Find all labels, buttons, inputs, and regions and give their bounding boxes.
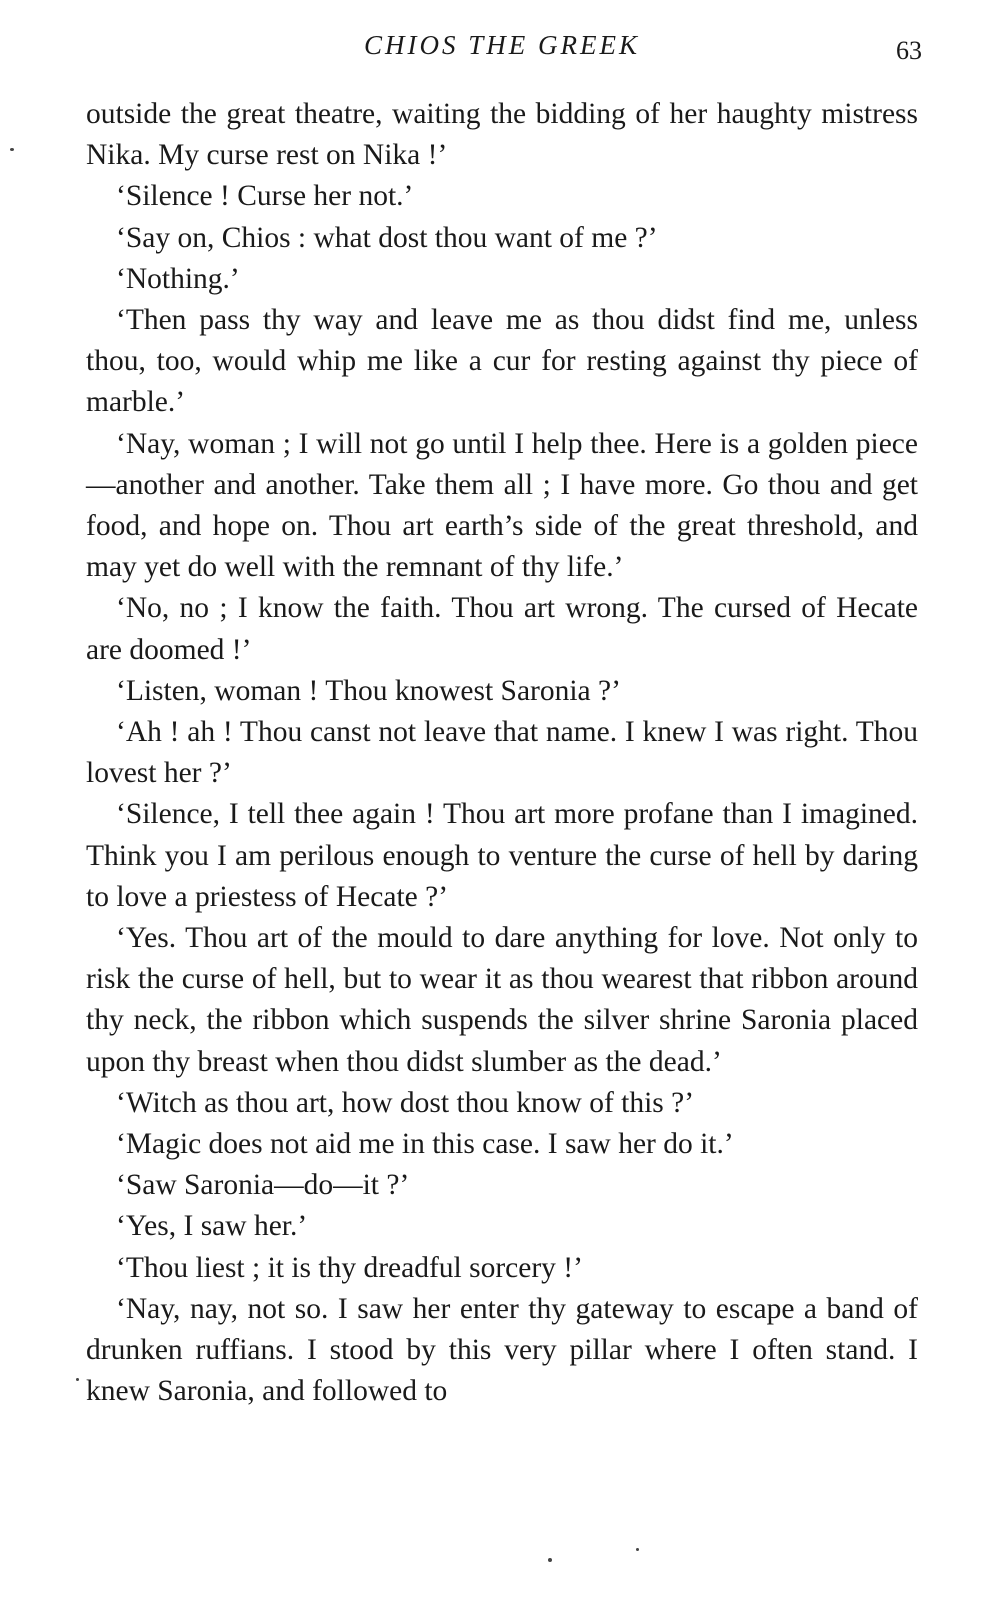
paragraph: ‘Nay, nay, not so. I saw her enter thy gateway to escape a band of drunken ruffians. I stood by this very pillar where I often stand. I knew Saronia, and followed to: [86, 1292, 918, 1408]
print-speck: [76, 1378, 79, 1381]
paragraph: ‘Saw Saronia—do—it ?’: [116, 1169, 410, 1202]
paragraph: ‘Nothing.’: [116, 262, 240, 295]
paragraph: ‘No, no ; I know the faith. Thou art wrong. The cursed of Hecate are doomed !’: [86, 592, 918, 666]
paragraph: ‘Thou liest ; it is thy dreadful sorcery !’: [116, 1251, 583, 1284]
print-speck: [10, 148, 14, 151]
paragraph: ‘Silence, I tell thee again ! Thou art more profane than I imagined. Think you I am perilous enough to venture the curse of hell by daring to love a priestess of Hecate ?’: [86, 798, 918, 913]
paragraph: ‘Then pass thy way and leave me as thou didst find me, unless thou, too, would whip me like a cur for resting against thy piece of marble.’: [86, 304, 918, 419]
paragraph: ‘Yes. Thou art of the mould to dare anything for love. Not only to risk the curse of hell, but to wear it as thou wearest that ribbon around thy neck, the ribbon which suspends the silver shrine Saronia placed upon thy breast when thou didst slumber as the dead.’: [86, 922, 918, 1078]
paragraph: ‘Say on, Chios : what dost thou want of me ?’: [116, 221, 658, 254]
print-speck: [548, 1558, 552, 1562]
paragraph: ‘Nay, woman ; I will not go until I help thee. Here is a golden piece—another and another. Take them all ; I have more. Go thou and get food, and hope on. Thou art earth’s side of the great threshold, and may yet do well with the remnant of thy life.’: [86, 427, 918, 584]
paragraph: ‘Ah ! ah ! Thou canst not leave that name. I knew I was right. Thou lovest her ?’: [86, 716, 918, 790]
print-speck: [636, 1548, 639, 1551]
page-number: 63: [896, 36, 922, 65]
paragraph: ‘Magic does not aid me in this case. I saw her do it.’: [116, 1128, 734, 1161]
paragraph: ‘Yes, I saw her.’: [116, 1210, 308, 1243]
paragraph: ‘Witch as thou art, how dost thou know of this ?’: [116, 1086, 695, 1119]
running-title: CHIOS THE GREEK: [364, 30, 640, 60]
running-head: [86, 30, 922, 70]
paragraph: ‘Listen, woman ! Thou knowest Saronia ?’: [116, 674, 621, 707]
paragraph: ‘Silence ! Curse her not.’: [116, 180, 414, 213]
body-text: [86, 94, 918, 1413]
paragraph: outside the great theatre, waiting the bidding of her haughty mistress Nika. My curse rest on Nika !’: [86, 98, 918, 172]
